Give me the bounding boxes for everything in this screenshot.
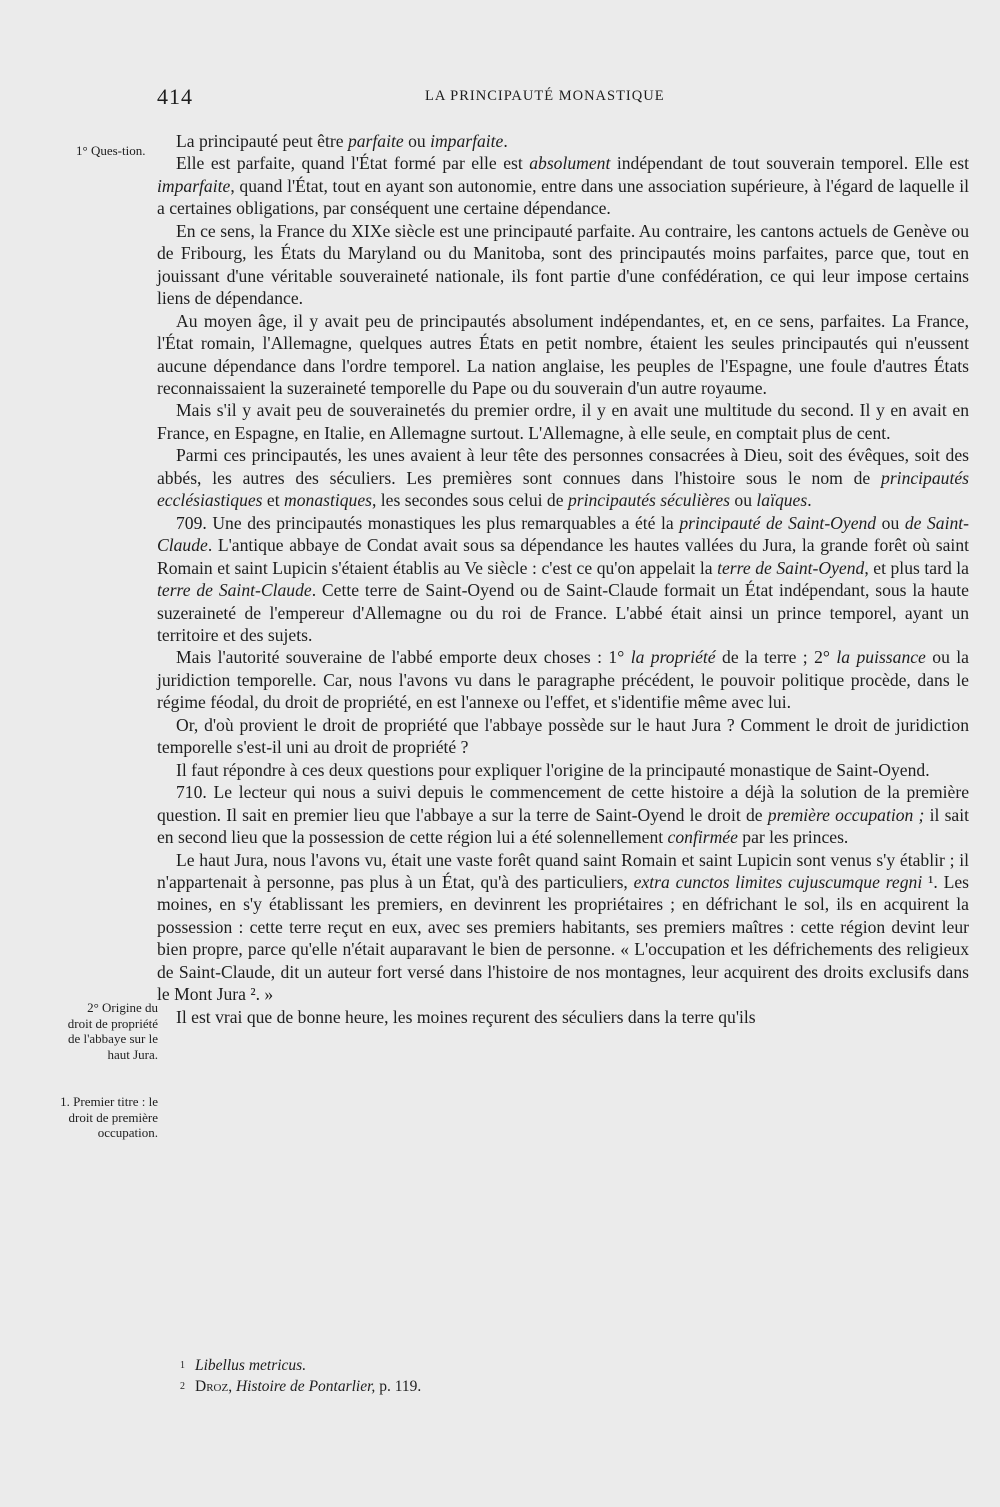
paragraph: 710. Le lecteur qui nous a suivi depuis le commencement de cette histoire a déjà la solution de la première question. Il sait en premier lieu que l'abbaye a sur la terre de Saint-Oyend le droit de première occupation ; il sait en second lieu que la possession de cette région lui a été solennellement confirmée par les princes. (157, 782, 970, 848)
paragraph: Mais s'il y avait peu de souverainetés du premier ordre, il y en avait une multitude du second. Il y en avait en France, en Espagne, en Italie, en Allemagne surtout. L'Allemagne, à elle seule, en comptait plus de cent. (157, 400, 969, 443)
margin-note-origin: 2° Origine du droit de propriété de l'abbaye sur le haut Jura. (67, 1000, 158, 1063)
footnote-title: Histoire de Pontarlier, (235, 1378, 376, 1395)
main-text (157, 130, 969, 1028)
paragraph: La principauté peut être parfaite ou imparfaite. (176, 131, 508, 151)
footnote-author: Droz, (195, 1378, 233, 1395)
footnote-text: Libellus metricus. (195, 1357, 307, 1374)
footnote-page: p. 119. (379, 1378, 422, 1395)
footnote-mark: 1 (180, 1360, 185, 1371)
paragraph: 709. Une des principautés monastiques les plus remarquables a été la principauté de Saint-Oyend ou de Saint-Claude. L'antique abbaye de Condat avait sous sa dépendance les hautes vallées du Jura, la grande forêt où saint Romain et saint Lupicin s'étaient établis au Ve siècle : c'est ce qu'on appelait la terre de Saint-Oyend, et plus tard la terre de Saint-Claude. Cette terre de Saint-Oyend ou de Saint-Claude formait un État indépendant, sous la haute suzeraineté de l'empereur d'Allemagne ou du roi de France. L'abbé était ainsi un prince temporel, ayant un territoire et des sujets. (157, 512, 970, 645)
footnote-2 (180, 1376, 780, 1397)
paragraph: Or, d'où provient le droit de propriété que l'abbaye possède sur le haut Jura ? Comment le droit de juridiction temporelle s'est-il uni au droit de propriété ? (157, 714, 969, 758)
page-header (157, 84, 967, 110)
footnote-1 (180, 1355, 780, 1376)
footnotes (180, 1355, 780, 1397)
paragraph: En ce sens, la France du XIXe siècle est une principauté parfaite. Au contraire, les cantons actuels de Genève ou de Fribourg, les États du Maryland ou du Manitoba, sont des principautés moins parfaites, parce que, tout en jouissant d'une véritable souveraineté nationale, ils font partie d'une confédération, ce qui leur impose certains liens de dépendance. (157, 220, 969, 309)
margin-note-first-title: 1. Premier titre : le droit de première occupation. (60, 1094, 158, 1141)
paragraph: Au moyen âge, il y avait peu de principautés absolument indépendantes, et, en ce sens, parfaites. La France, l'État romain, l'Allemagne, quelques autres États en petit nombre, étaient les seules principautés qui n'eussent aucune dépendance dans l'ordre temporel. La nation anglaise, les peuples de l'Espagne, une foule d'autres États reconnaissaient la suzeraineté temporelle du Pape ou du souverain d'un autre royaume. (157, 310, 969, 398)
running-title: LA PRINCIPAUTÉ MONASTIQUE (425, 88, 665, 104)
paragraph: Il faut répondre à ces deux questions pour expliquer l'origine de la principauté monastique de Saint-Oyend. (176, 759, 930, 780)
page-number: 414 (157, 84, 193, 109)
paragraph: Il est vrai que de bonne heure, les moines reçurent des séculiers dans la terre qu'ils (176, 1006, 756, 1027)
margin-note-question-1: 1° Ques-tion. (76, 143, 146, 158)
footnote-mark: 2 (180, 1381, 185, 1392)
paragraph: Elle est parfaite, quand l'État formé par elle est absolument indépendant de tout souverain temporel. Elle est imparfaite, quand l'État, tout en ayant son autonomie, entre dans une association supérieure, à l'égard de laquelle il a certaines obligations, par conséquent une certaine dépendance. (157, 153, 969, 219)
paragraph: Parmi ces principautés, les unes avaient à leur tête des personnes consacrées à Dieu, soit des évêques, soit des abbés, les autres des séculiers. Les premières sont connues dans l'histoire sous le nom de principautés ecclésiastiques et monastiques, les secondes sous celui de principautés séculières ou laïques. (157, 445, 969, 511)
paragraph: Mais l'autorité souveraine de l'abbé emporte deux choses : 1° la propriété de la terre ; 2° la puissance ou la juridiction temporelle. Car, nous l'avons vu dans le paragraphe précédent, le pouvoir politique procède, dans le régime féodal, du droit de propriété, en est l'annexe ou l'effet, et s'identifie même avec lui. (157, 647, 969, 713)
paragraph: Le haut Jura, nous l'avons vu, était une vaste forêt quand saint Romain et saint Lupicin sont venus s'y établir ; il n'appartenait à personne, pas plus à un État, qu'à des particuliers, extra cunctos limites cujuscumque regni ¹. Les moines, en s'y établissant les premiers, en devinrent les propriétaires ; en défrichant le sol, ils en acquirent la possession : cette terre reçut en eux, avec ses premiers habitants, ses premiers maîtres : cette région devint leur bien propre, parce qu'elle n'était auparavant le bien de personne. « L'occupation et les défrichements des religieux de Saint-Claude, dit un auteur fort versé dans l'histoire de nos montagnes, leur acquirent des droits exclusifs dans le Mont Jura ². » (157, 849, 969, 1005)
